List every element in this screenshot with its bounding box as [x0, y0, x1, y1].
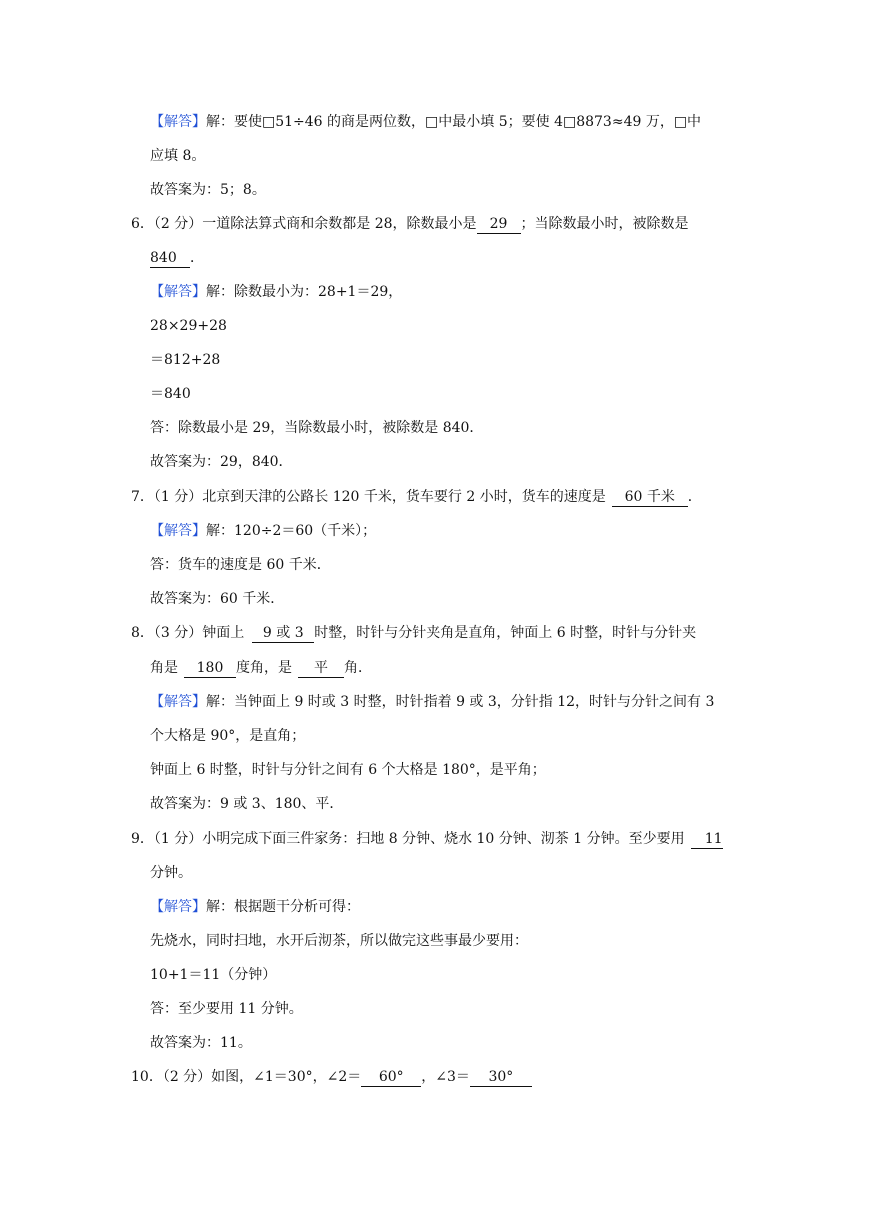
question-text: ，∠3＝	[421, 1069, 470, 1085]
final-answer-line: 故答案为：5；8。	[150, 182, 266, 198]
final-answer-line: 故答案为：60 千米．	[150, 591, 285, 607]
final-answer-line: 故答案为：9 或 3、180、平．	[150, 796, 344, 812]
text-line: 个大格是 90°，是直角；	[150, 728, 306, 744]
blank-answer: 180	[184, 659, 236, 678]
text-line: 先烧水，同时扫地，水开后沏茶，所以做完这些事最少要用：	[150, 933, 528, 949]
math-line: ＝840	[150, 386, 191, 402]
question-8	[131, 623, 696, 643]
answer-text: 解：120÷2＝60（千米）；	[206, 523, 377, 539]
question-6-cont	[150, 248, 204, 268]
answer-text: 解：要使□51÷46 的商是两位数，□中最小填 5；要使 4□8873≈49 万，□中	[206, 114, 702, 130]
answer-tag: 【解答】	[150, 899, 206, 915]
math-line: ＝812+28	[150, 352, 221, 368]
final-answer-line: 故答案为：29，840．	[150, 454, 293, 470]
answer-tag: 【解答】	[150, 694, 206, 710]
answer-line	[150, 692, 714, 712]
text-line: 钟面上 6 时整，时针与分针之间有 6 个大格是 180°，是平角；	[150, 762, 546, 778]
answer-line	[150, 282, 402, 302]
answer-line	[150, 112, 701, 132]
blank-answer: 29	[477, 215, 521, 234]
answer-text: 解：当钟面上 9 时或 3 时整，时针指着 9 或 3，分针指 12，时针与分针之间有 3	[206, 694, 715, 710]
answer-line	[150, 521, 376, 541]
question-8-cont	[150, 658, 372, 678]
conclusion-line: 答：除数最小是 29，当除数最小时，被除数是 840．	[150, 420, 484, 436]
question-6	[131, 214, 689, 234]
question-7	[131, 487, 702, 507]
question-text: 角．	[344, 660, 372, 676]
answer-tag: 【解答】	[150, 523, 206, 539]
blank-answer: 9 或 3	[252, 624, 314, 643]
question-text: 9．（1 分）小明完成下面三件家务：扫地 8 分钟、烧水 10 分钟、沏茶 1 分钟。至少要用	[131, 831, 685, 847]
question-text: 角是	[150, 660, 178, 676]
question-text: 10．（2 分）如图，∠1＝30°，∠2＝	[131, 1069, 362, 1085]
question-text: ．	[687, 489, 702, 505]
question-10	[131, 1067, 532, 1087]
question-text: 时整，时针与分针夹角是直角，钟面上 6 时整，时针与分针夹	[314, 625, 697, 641]
math-line: 28×29+28	[150, 318, 227, 334]
blank-answer: 11	[691, 830, 723, 849]
blank-answer: 60 千米	[612, 488, 688, 507]
blank-answer: 30°	[470, 1068, 532, 1087]
answer-line	[150, 897, 360, 917]
math-line: 10+1＝11（分钟）	[150, 967, 277, 983]
text-line: 分钟。	[150, 865, 192, 881]
answer-text: 解：除数最小为：28+1＝29，	[206, 284, 403, 300]
question-text: 6．（2 分）一道除法算式商和余数都是 28，除数最小是	[131, 216, 477, 232]
blank-answer: 60°	[361, 1068, 421, 1087]
conclusion-line: 答：货车的速度是 60 千米．	[150, 557, 331, 573]
text-line: 应填 8。	[150, 148, 206, 164]
question-text: ；当除数最小时，被除数是	[520, 216, 689, 232]
blank-answer: 平	[298, 659, 344, 678]
question-text: 8．（3 分）钟面上	[131, 625, 245, 641]
question-text: ．	[190, 250, 204, 266]
answer-text: 解：根据题干分析可得：	[206, 899, 360, 915]
final-answer-line: 故答案为：11。	[150, 1035, 252, 1051]
question-9	[131, 829, 723, 849]
conclusion-line: 答：至少要用 11 分钟。	[150, 1001, 303, 1017]
blank-answer: 840	[150, 249, 190, 268]
answer-tag: 【解答】	[150, 284, 206, 300]
answer-tag: 【解答】	[150, 114, 206, 130]
question-text: 7．（1 分）北京到天津的公路长 120 千米，货车要行 2 小时，货车的速度是	[131, 489, 606, 505]
question-text: 度角，是	[236, 660, 292, 676]
